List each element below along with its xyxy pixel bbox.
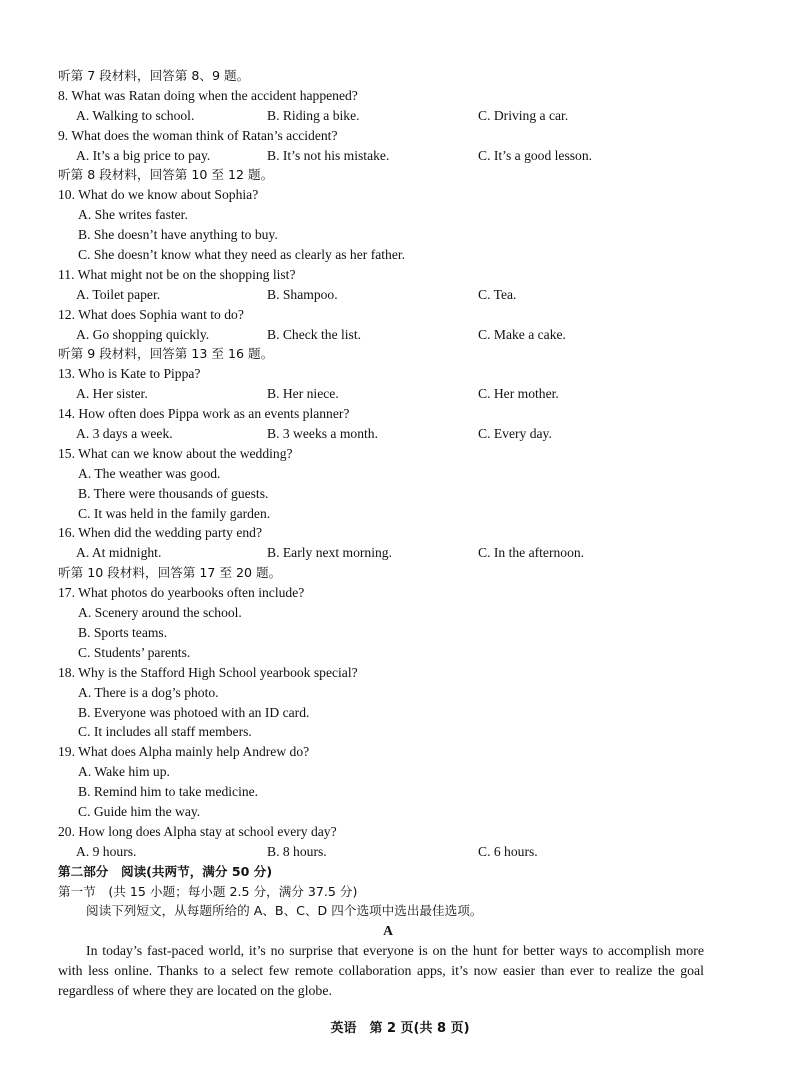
section-instruction: 听第 10 段材料，回答第 17 至 20 题。: [58, 565, 282, 581]
section-instruction: 听第 7 段材料，回答第 8、9 题。: [58, 68, 250, 83]
question: 18. Why is the Stafford High School yearbook special?: [58, 664, 358, 680]
answer-option: A. Wake him up.: [78, 764, 170, 780]
option-row: [58, 842, 718, 862]
answer-option: A. There is a dog’s photo.: [78, 684, 219, 700]
answer-option: B. Sports teams.: [78, 624, 168, 640]
question: 15. What can we know about the wedding?: [58, 445, 293, 461]
answer-option: C. 6 hours.: [478, 843, 538, 859]
answer-option: C. Driving a car.: [478, 107, 569, 123]
answer-option: A. Walking to school.: [76, 107, 195, 123]
question: 13. Who is Kate to Pippa?: [58, 366, 201, 382]
question: 17. What photos do yearbooks often include?: [58, 585, 305, 601]
answer-option: A. Her sister.: [76, 386, 148, 402]
answer-option: C. It’s a good lesson.: [478, 147, 593, 163]
reading-passage-a: In today’s fast-paced world, it’s no surprise that everyone is on the hunt for better ways to accomplish more with less online. Thanks to a select few remote collaboration apps, it’s now easier than ever to realize the goal regardless of where they are located on the globe.: [58, 943, 704, 998]
question: 11. What might not be on the shopping list?: [58, 266, 296, 282]
reading-instruction: 阅读下列短文，从每题所给的 A、B、C、D 四个选项中选出最佳选项。: [86, 903, 483, 919]
question: 19. What does Alpha mainly help Andrew do?: [58, 744, 310, 760]
section-instruction: 第一节 (共 15 小题；每小题 2.5 分，满分 37.5 分): [58, 883, 358, 899]
answer-option: A. It’s a big price to pay.: [76, 147, 211, 163]
option-row: [58, 384, 718, 404]
part-heading: 第二部分 阅读(共两节，满分 50 分): [58, 863, 273, 879]
option-row: [58, 285, 718, 305]
answer-option: B. 3 weeks a month.: [267, 426, 379, 442]
question: 10. What do we know about Sophia?: [58, 187, 259, 203]
answer-option: A. 3 days a week.: [76, 426, 173, 442]
answer-option: B. 8 hours.: [267, 843, 327, 859]
question: 8. What was Ratan doing when the accident happened?: [58, 87, 358, 103]
answer-option: B. She doesn’t have anything to buy.: [78, 227, 278, 243]
page-footer: 英语 第 2 页(共 8 页): [330, 1021, 470, 1036]
answer-option: C. Guide him the way.: [78, 803, 201, 819]
answer-option: C. It was held in the family garden.: [78, 505, 271, 521]
answer-option: A. Toilet paper.: [76, 286, 161, 302]
section-instruction: 听第 9 段材料，回答第 13 至 16 题。: [58, 346, 274, 362]
option-row: [58, 146, 718, 166]
answer-option: B. Remind him to take medicine.: [78, 784, 259, 800]
option-row: [58, 543, 718, 563]
answer-option: C. In the afternoon.: [478, 545, 585, 561]
answer-option: B. Her niece.: [267, 386, 339, 402]
answer-option: A. At midnight.: [76, 545, 162, 561]
question: 14. How often does Pippa work as an events planner?: [58, 406, 350, 422]
question: 20. How long does Alpha stay at school every day?: [58, 823, 337, 839]
question: 16. When did the wedding party end?: [58, 525, 262, 541]
answer-option: A. The weather was good.: [78, 465, 221, 481]
option-row: [58, 106, 718, 126]
answer-option: C. Make a cake.: [478, 326, 566, 342]
answer-option: B. It’s not his mistake.: [267, 147, 390, 163]
answer-option: C. She doesn’t know what they need as clearly as her father.: [78, 247, 406, 263]
answer-option: A. Scenery around the school.: [78, 605, 242, 621]
answer-option: A. She writes faster.: [78, 207, 188, 223]
answer-option: B. Riding a bike.: [267, 107, 360, 123]
answer-option: C. It includes all staff members.: [78, 724, 252, 740]
question: 12. What does Sophia want to do?: [58, 306, 244, 322]
answer-option: B. Shampoo.: [267, 286, 338, 302]
answer-option: B. Everyone was photoed with an ID card.: [78, 704, 310, 720]
option-row: [58, 424, 718, 444]
option-row: [58, 325, 718, 345]
section-instruction: 听第 8 段材料，回答第 10 至 12 题。: [58, 167, 274, 183]
answer-option: B. Check the list.: [267, 326, 362, 342]
answer-option: A. 9 hours.: [76, 843, 137, 859]
answer-option: B. There were thousands of guests.: [78, 485, 269, 501]
answer-option: C. Her mother.: [478, 386, 559, 402]
answer-option: C. Tea.: [478, 286, 517, 302]
answer-option: C. Students’ parents.: [78, 644, 191, 660]
passage-title: A: [383, 923, 393, 939]
question: 9. What does the woman think of Ratan’s accident?: [58, 127, 338, 143]
exam-page: [58, 66, 718, 941]
answer-option: C. Every day.: [478, 426, 552, 442]
answer-option: B. Early next morning.: [267, 545, 392, 561]
answer-option: A. Go shopping quickly.: [76, 326, 210, 342]
